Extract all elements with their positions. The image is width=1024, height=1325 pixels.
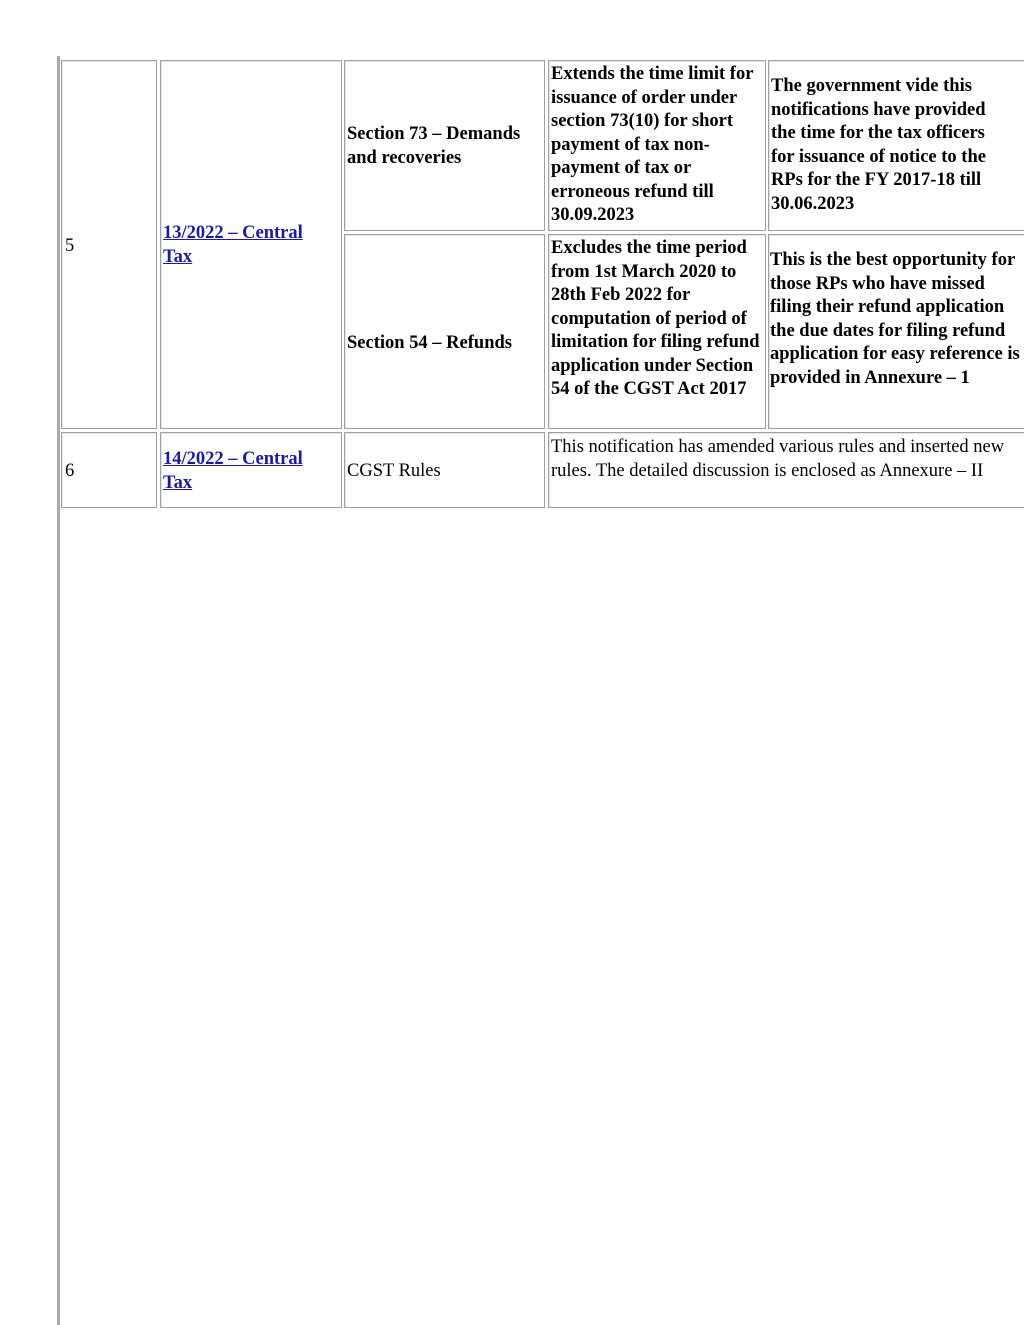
serial-number-cell bbox=[61, 60, 157, 429]
serial-number: 6 bbox=[65, 461, 75, 481]
serial-number: 5 bbox=[65, 236, 75, 256]
subject-text: CGST Rules bbox=[347, 461, 441, 481]
change-text: Excludes the time period from 1st March 2020 to 28th Feb 2022 for computation of period of limitation for filing refund application under Section 54 of the CGST Act 2017 bbox=[551, 238, 760, 399]
comment-cell bbox=[768, 234, 1024, 429]
change-cell bbox=[548, 234, 766, 429]
section-title: Section 54 – Refunds bbox=[347, 333, 512, 353]
change-text: Extends the time limit for issuance of order under section 73(10) for short payment of tax non-payment of tax or erroneous refund till 30.09.2023 bbox=[551, 64, 754, 225]
comment-text: This is the best opportunity for those RPs who have missed filing their refund application the due dates for filing refund application for easy reference is provided in Annexure – 1 bbox=[770, 250, 1020, 388]
comment-cell bbox=[768, 60, 1024, 231]
remarks-cell bbox=[548, 432, 1024, 508]
section-cell bbox=[344, 60, 545, 231]
notification-link[interactable]: 14/2022 – Central Tax bbox=[163, 449, 303, 493]
section-cell bbox=[344, 234, 545, 429]
notification-link[interactable]: 13/2022 – Central Tax bbox=[163, 223, 303, 267]
section-title: Section 73 – Demands and recoveries bbox=[347, 124, 521, 168]
change-cell bbox=[548, 60, 766, 231]
remarks-text: This notification has amended various rules and inserted new rules. The detailed discussion is enclosed as Annexure – II bbox=[551, 437, 1005, 481]
subject-cell bbox=[344, 432, 545, 508]
notification-cell bbox=[160, 432, 342, 508]
page-left-rule bbox=[57, 56, 60, 1325]
notification-cell bbox=[160, 60, 342, 429]
serial-number-cell bbox=[61, 432, 157, 508]
comment-text: The government vide this notifications have provided the time for the tax officers for issuance of notice to the RPs for the FY 2017-18 till 30.06.2023 bbox=[771, 76, 986, 214]
